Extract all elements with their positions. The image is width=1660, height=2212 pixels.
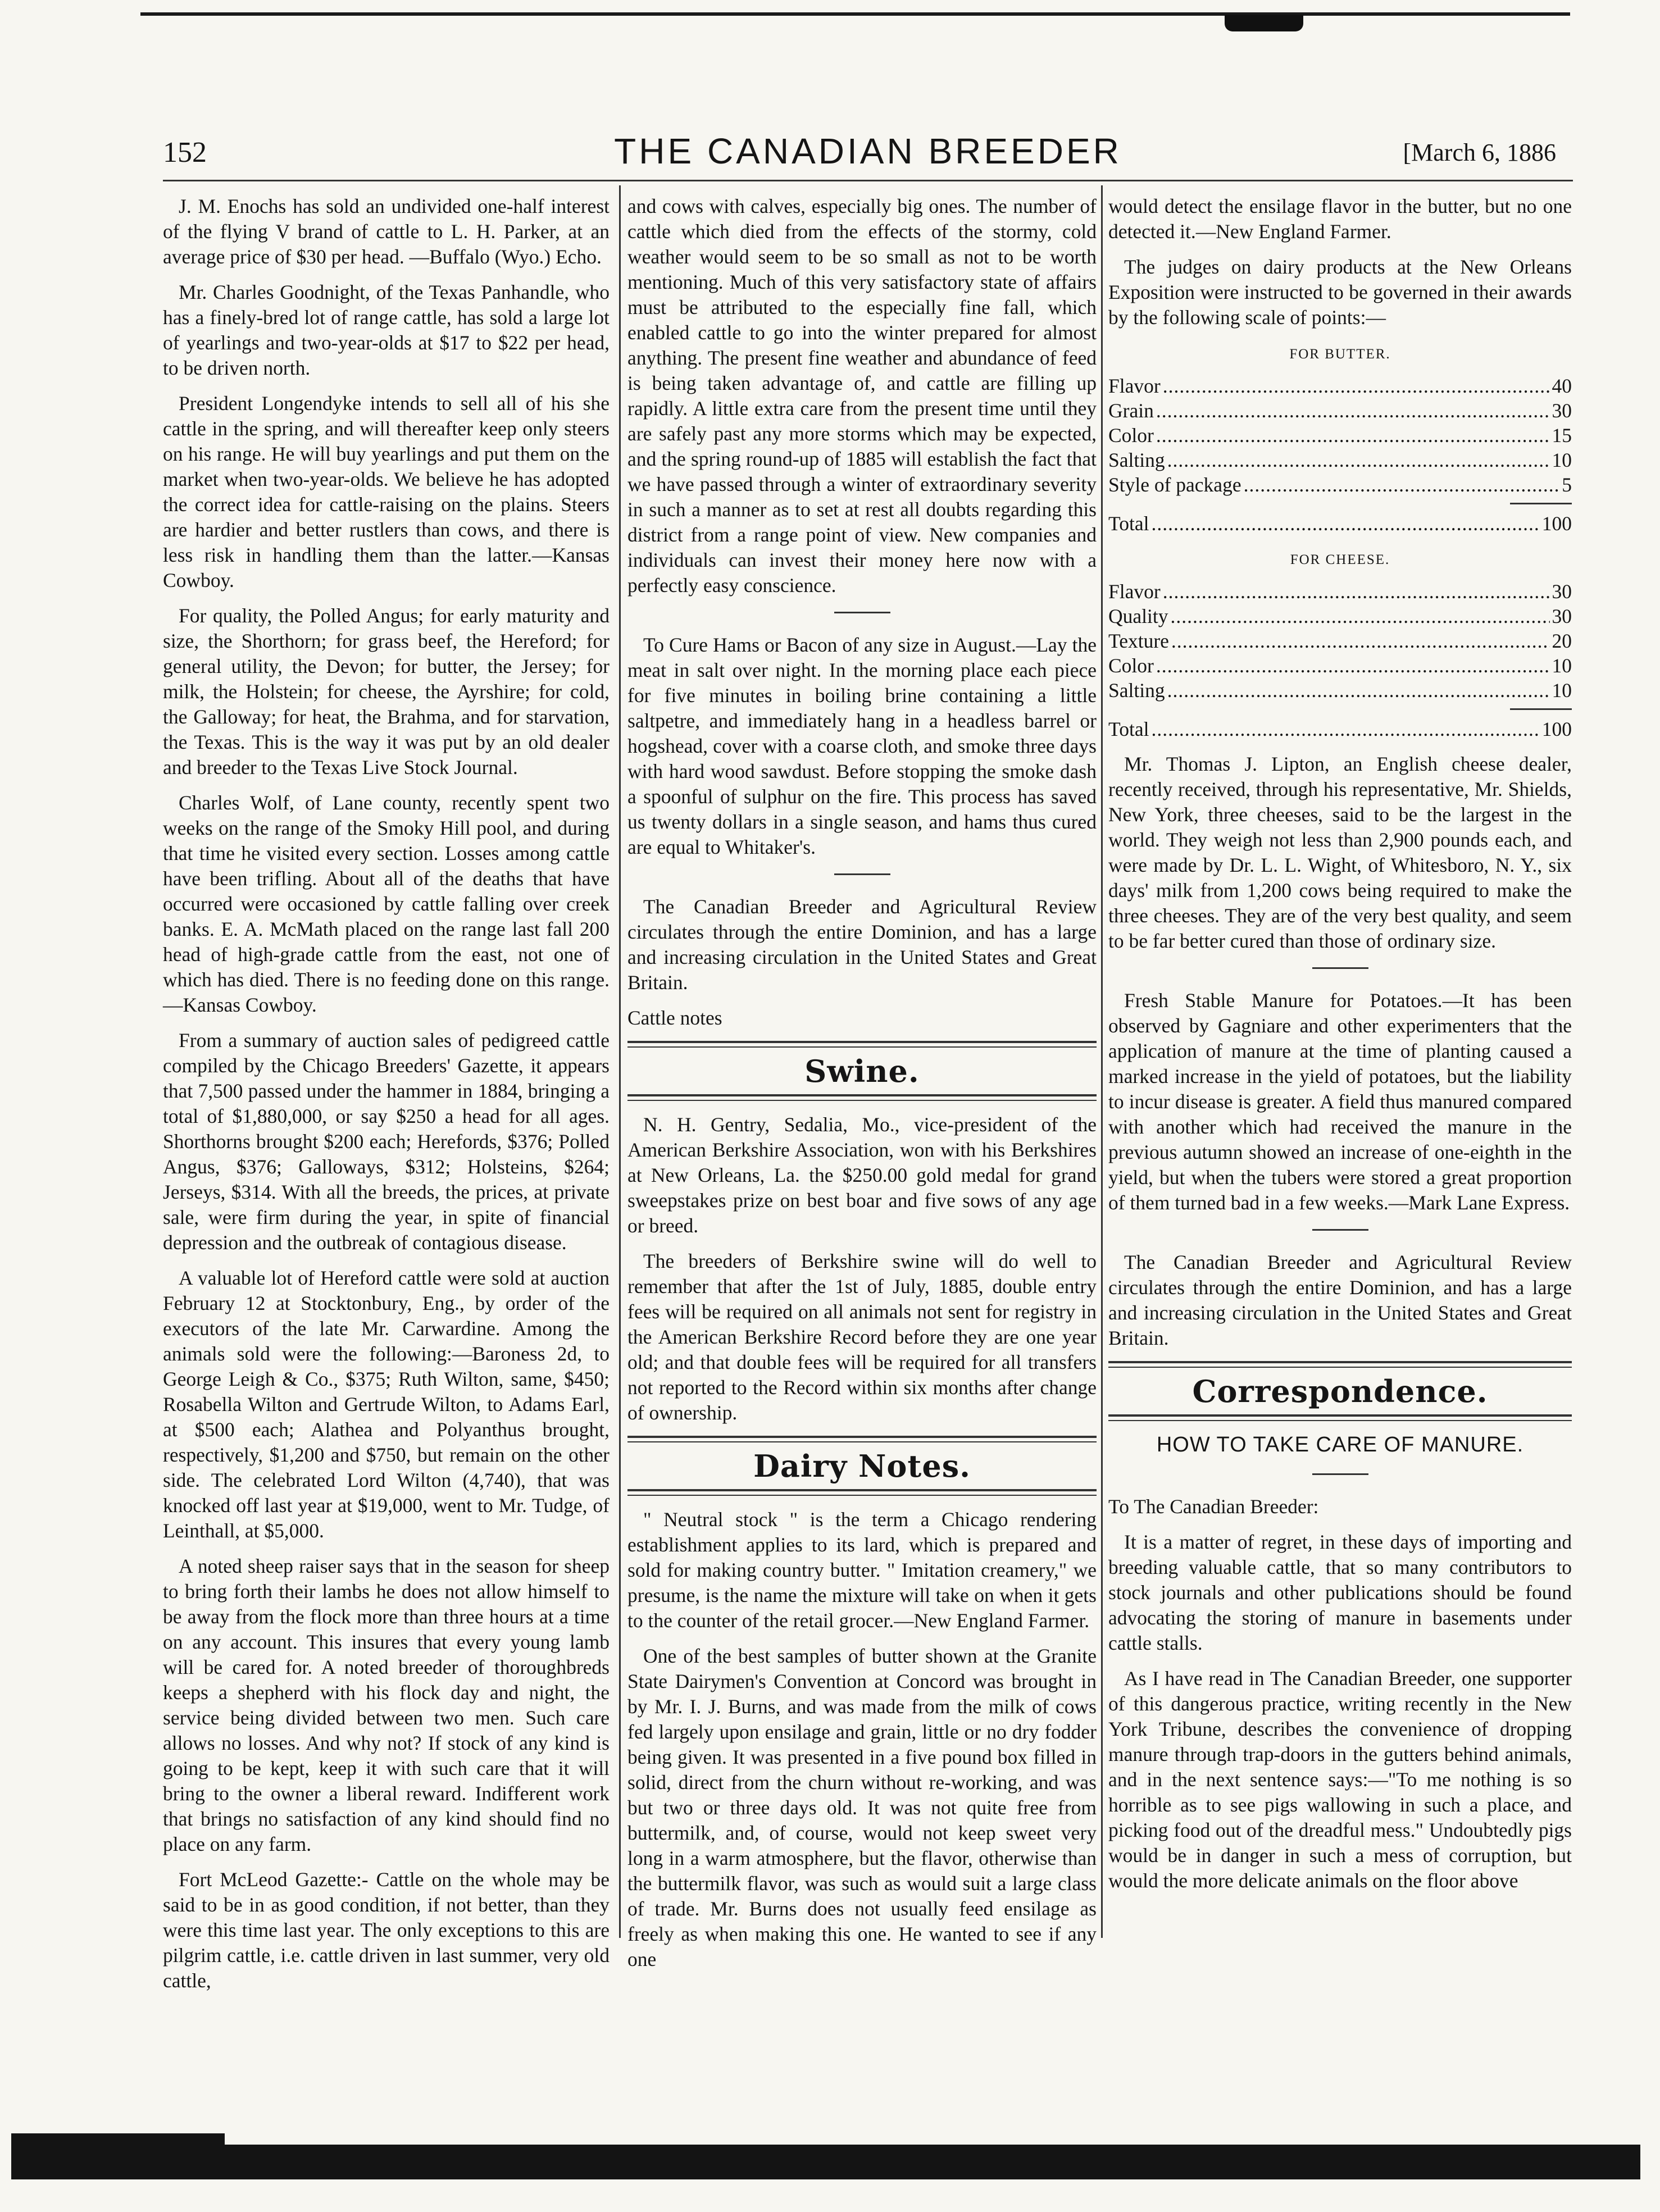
- dot-leader: [1163, 374, 1550, 398]
- row-value: 15: [1552, 424, 1572, 447]
- page-header: [163, 130, 1573, 175]
- paragraph: From a summary of auction sales of pedigreed cattle compiled by the Chicago Breeders' Gazette, it appears that 7,500 passed under the hammer in 1884, bringing a total of $1,880,000, or say $250 a head for all ages. Shorthorns brought $200 each; Herefords, $376; Polled Angus, $376; Galloways, $312; Holsteins, $264; Jerseys, $314. With all the breeds, the prices, at private sale, were firm during the year, in spite of financial depression and the outbreak of contagious disease.: [163, 1029, 610, 1254]
- row-label: Quality: [1108, 605, 1168, 627]
- column-right: [1108, 194, 1572, 1904]
- paragraph: President Longendyke intends to sell all of his she cattle in the spring, and will thereafter keep only steers on his range. He will buy yearlings and put them on the market when two-year-olds. We believe he has adopted the correct idea for cattle-raising on the plains. Steers are hardier and better rustlers than cows, and there is less risk in handling them than the latter.—Kansas Cowboy.: [163, 392, 610, 591]
- row-value: 10: [1552, 654, 1572, 677]
- paragraph: Fresh Stable Manure for Potatoes.—It has been observed by Gagniare and other experimenters that the application of manure at the time of planting caused a marked increase in the yield of potatoes, but the liability to incur disease is greater. A field thus manured compared with another which had received the manure in the previous autumn showed an increase of one-eighth in the yield, but when the tubers were stored a great proportion of them turned bad in a few weeks.—Mark Lane Express.: [1108, 989, 1572, 1214]
- column-divider: [619, 185, 621, 1938]
- masthead-title: THE CANADIAN BREEDER: [614, 131, 1122, 171]
- paragraph: Fort McLeod Gazette:- Cattle on the whole may be said to be in as good condition, if not better, than they were this time last year. The only exceptions to this are pilgrim cattle, i.e. cattle driven in last summer, very old cattle,: [163, 1868, 610, 1992]
- row-label: Total: [1108, 512, 1149, 535]
- score-row: [1108, 423, 1572, 448]
- row-value: 5: [1562, 474, 1572, 496]
- paragraph: As I have read in The Canadian Breeder, one supporter of this dangerous practice, writing recently in the New York Tribune, describes the convenience of dropping manure through trap-doors in the gutters behind animals, and in the next sentence says:—"To me nothing is so horrible as to see pigs wallowing in such a place, and picking food out of the dreadful mess." Undoubtedly pigs would be in danger in such a mess of corruption, but would the more delicate animals on the floor above: [1108, 1667, 1572, 1892]
- row-label: Style of package: [1108, 474, 1241, 496]
- column-middle: [627, 194, 1097, 1982]
- paragraph: Cattle notes: [627, 1007, 722, 1029]
- paragraph: J. M. Enochs has sold an undivided one-half interest of the flying V brand of cattle to L. H. Parker, at an average price of $30 per head. —Buffalo (Wyo.) Echo.: [163, 195, 610, 268]
- paragraph: " Neutral stock " is the term a Chicago rendering establishment applies to its lard, which is prepared and sold for making country butter. " Imitation creamery," we presume, is the name the mixture will take on when it gets to the counter of the retail grocer.—New England Farmer.: [627, 1508, 1097, 1632]
- row-value: 40: [1552, 375, 1572, 397]
- top-border-blot: [1225, 15, 1303, 31]
- paragraph: The judges on dairy products at the New Orleans Exposition were instructed to be governed in their awards by the following scale of points:—: [1108, 256, 1572, 329]
- issue-date: [March 6, 1886: [1403, 139, 1556, 166]
- column-divider: [1101, 185, 1103, 1938]
- paragraph: One of the best samples of butter shown at the Granite State Dairymen's Convention at Concord was brought in by Mr. I. J. Burns, and was made from the milk of cows fed largely upon ensilage and grain, little or no dry fodder being given. It was presented in a five pound box filled in solid, direct from the churn without re-working, and was but two or three days old. It was not quite free from buttermilk, and, of course, would not keep sweet very long in a warm atmosphere, but the flavor, otherwise than the buttermilk flavor, was such as would suit a large class of trade. Mr. Burns does not usually feed ensilage as freely as when making this one. He wanted to see if any one: [627, 1645, 1097, 1970]
- paragraph: A noted sheep raiser says that in the season for sheep to bring forth their lambs he does not allow himself to be away from the flock more than three hours at a time on any account. This insures that every young lamb will be cared for. A noted breeder of thoroughbreds keeps a shepherd with his flock day and night, the service being divided between two men. Such care allows no losses. And why not? If stock of any kind is going to be kept, keep it with such care that it will bring to the owner a liberal reward. Indifferent work that brings no satisfaction of any kind should find no place on any farm.: [163, 1555, 610, 1855]
- total-rule: [1510, 503, 1572, 504]
- row-label: Texture: [1108, 630, 1169, 652]
- section-rule: [1312, 1473, 1368, 1475]
- dot-leader: [1167, 678, 1550, 703]
- section-rule: [1312, 1229, 1368, 1231]
- score-row: [1108, 448, 1572, 472]
- paragraph: The breeders of Berkshire swine will do well to remember that after the 1st of July, 1885, double entry fees will be required on all animals not sent for registry in the American Berkshire Record before they are one year old; and that double fees will be required for all transfers not reported to the Record within six months after change of ownership.: [627, 1250, 1097, 1424]
- header-rule: [163, 180, 1573, 181]
- row-value: 30: [1552, 399, 1572, 422]
- correspondence-heading: Correspondence.: [1192, 1373, 1488, 1409]
- dot-leader: [1244, 472, 1560, 497]
- dot-leader: [1171, 629, 1550, 653]
- dot-leader: [1163, 579, 1550, 604]
- row-label: Color: [1108, 654, 1154, 677]
- section-rule: [834, 612, 890, 613]
- row-label: Color: [1108, 424, 1154, 447]
- row-value: 10: [1552, 449, 1572, 471]
- notice-paragraph: The Canadian Breeder and Agricultural Review circulates through the entire Dominion, and has a large and increasing circulation in the United States and Great Britain.: [627, 895, 1097, 994]
- row-value: 30: [1552, 605, 1572, 627]
- bottom-border-bar: [11, 2145, 1640, 2179]
- section-rule: [1312, 967, 1368, 969]
- paragraph: would detect the ensilage flavor in the butter, but no one detected it.—New England Farmer.: [1108, 195, 1572, 243]
- dot-leader: [1170, 604, 1549, 629]
- paragraph: Charles Wolf, of Lane county, recently spent two weeks on the range of the Smoky Hill pool, and during that time he visited every section. Losses among cattle have been trifling. About all of the deaths that have occurred were occasioned by cattle falling over creek banks. E. A. McMath placed on the range last fall 200 head of high-grade cattle from the east, not one of which has died. There is no feeding done on this range.—Kansas Cowboy.: [163, 791, 610, 1016]
- heading-rule: [1108, 1361, 1572, 1368]
- cheese-total-row: [1108, 717, 1572, 741]
- row-value: 100: [1541, 718, 1572, 740]
- paragraph: A valuable lot of Hereford cattle were sold at auction February 12 at Stocktonbury, Eng., by order of the executors of the late Mr. Carwardine. Among the animals sold were the following:—Baroness 2d, to George Leigh & Co., $375; Ruth Wilton, same, $450; Rosabella Wilton and Gertrude Wilton, to Adams Earl, at $500 each; Alathea and Polyanthus brought, respectively, $1,200 and $750, but remain on the other side. The celebrated Lord Wilton (4,740), that was knocked off last year at $19,000, went to Mr. Tudge, of Leinthall, at $5,000.: [163, 1267, 610, 1542]
- row-label: Flavor: [1108, 580, 1161, 603]
- dot-leader: [1156, 398, 1550, 423]
- top-border-rule: [140, 12, 1570, 16]
- score-row: [1108, 604, 1572, 629]
- score-row: [1108, 653, 1572, 678]
- swine-heading: Swine.: [804, 1053, 920, 1089]
- paragraph: Mr. Charles Goodnight, of the Texas Panhandle, who has a finely-bred lot of range cattle, has sold a large lot of yearlings and two-year-olds at $17 to $22 per head, to be driven north.: [163, 281, 610, 379]
- salutation: To The Canadian Breeder:: [1108, 1495, 1319, 1518]
- score-row: [1108, 398, 1572, 423]
- cheese-score-table: [1108, 579, 1572, 703]
- notice-paragraph: The Canadian Breeder and Agricultural Review circulates through the entire Dominion, and has a large and increasing circulation in the United States and Great Britain.: [1108, 1251, 1572, 1349]
- row-label: Salting: [1108, 679, 1165, 702]
- dot-leader: [1151, 717, 1539, 741]
- paragraph: To Cure Hams or Bacon of any size in August.—Lay the meat in salt over night. In the morning place each piece for five minutes in boiling brine containing a little saltpetre, and immediately hang in a headless barrel or hogshead, cover with a coarse cloth, and smoke three days with hard wood sawdust. Before stopping the smoke dash a spoonful of sulphur on the fire. This process has saved us twenty dollars in a single season, and hams thus cured are equal to Whitaker's.: [627, 634, 1097, 858]
- cheese-table-heading: FOR CHEESE.: [1290, 552, 1390, 567]
- score-row: [1108, 472, 1572, 497]
- row-label: Grain: [1108, 399, 1154, 422]
- dot-leader: [1156, 423, 1550, 448]
- article-title: HOW TO TAKE CARE OF MANURE.: [1156, 1433, 1524, 1457]
- heading-rule: [627, 1436, 1097, 1442]
- score-row: [1108, 579, 1572, 604]
- score-row: [1108, 678, 1572, 703]
- row-label: Salting: [1108, 449, 1165, 471]
- row-value: 10: [1552, 679, 1572, 702]
- paragraph: It is a matter of regret, in these days of importing and breeding valuable cattle, that so many contributors to stock journals and other publications should be found advocating the storing of manure in basements under cattle stalls.: [1108, 1531, 1572, 1654]
- section-rule: [834, 873, 890, 875]
- paragraph: Mr. Thomas J. Lipton, an English cheese dealer, recently received, through his representative, Mr. Shields, New York, three cheeses, said to be the largest in the world. They weigh not less than 2,900 pounds each, and were made by Dr. L. L. Wight, of Whitesboro, N. Y., six days' milk from 1,200 cows being required to make the three cheeses. They are of the very best quality, and seem to be far better cured than those of ordinary size.: [1108, 753, 1572, 952]
- row-label: Flavor: [1108, 375, 1161, 397]
- row-value: 100: [1541, 512, 1572, 535]
- total-rule: [1510, 708, 1572, 710]
- row-value: 20: [1552, 630, 1572, 652]
- heading-rule: [627, 1489, 1097, 1496]
- dairy-notes-heading: Dairy Notes.: [753, 1448, 971, 1484]
- score-row: [1108, 629, 1572, 653]
- row-value: 30: [1552, 580, 1572, 603]
- row-label: Total: [1108, 718, 1149, 740]
- column-left: [163, 194, 610, 2004]
- butter-table-heading: FOR BUTTER.: [1289, 347, 1391, 362]
- dot-leader: [1151, 511, 1539, 536]
- dot-leader: [1167, 448, 1550, 472]
- heading-rule: [1108, 1414, 1572, 1421]
- paragraph: and cows with calves, especially big ones. The number of cattle which died from the effects of the stormy, cold weather would seem to be so small as not to be worth mentioning. Much of this very satisfactory state of affairs must be attributed to the especially fine fall, which enabled cattle to go into the winter prepared for almost anything. The present fine weather and abundance of feed is being taken advantage of, and cattle are filling up rapidly. A little extra care from the present time until they are safely past any more storms which may be expected, and the spring round-up of 1885 will establish the fact that we have passed through a winter of extraordinary severity in such a manner as to set at rest all doubts regarding this district from a range point of view. New companies and individuals can invest their money here now with a perfectly easy conscience.: [627, 195, 1097, 597]
- paragraph: For quality, the Polled Angus; for early maturity and size, the Shorthorn; for grass beef, the Hereford; for general utility, the Devon; for butter, the Jersey; for milk, the Holstein; for cheese, the Ayrshire; for cold, the Galloway; for heat, the Brahma, and for starvation, the Texas. This is the way it was put by an old dealer and breeder to the Texas Live Stock Journal.: [163, 604, 610, 779]
- page-number: 152: [163, 136, 207, 169]
- paragraph: N. H. Gentry, Sedalia, Mo., vice-president of the American Berkshire Association, won with his Berkshires at New Orleans, La. the $250.00 gold medal for grand sweepstakes prize on best boar and five sows of any age or breed.: [627, 1113, 1097, 1237]
- butter-score-table: [1108, 374, 1572, 497]
- butter-total-row: [1108, 511, 1572, 536]
- heading-rule: [627, 1041, 1097, 1048]
- score-row: [1108, 374, 1572, 398]
- heading-rule: [627, 1094, 1097, 1101]
- dot-leader: [1156, 653, 1550, 678]
